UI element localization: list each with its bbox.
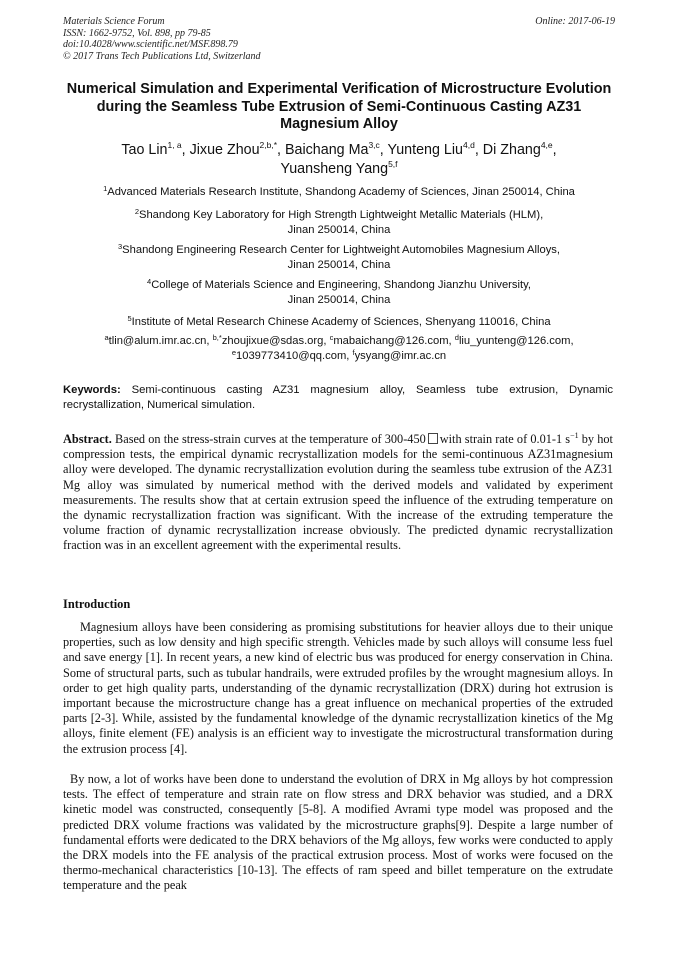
author: Baichang Ma$^{3,c}$, bbox=[285, 140, 388, 158]
section-heading-introduction: Introduction bbox=[63, 597, 131, 611]
email-list bbox=[60, 334, 618, 364]
abstract: Abstract. Based on the stress-strain curves at the temperature of 300-450 with strain rate of 0.01-1 $s^{-1}$ by hot compression tests, the empirical dynamic recrystallization models for the semi-continuous AZ31magnesium alloy were developed. The dynamic recrystallization evolution during the seamless tube extrusion of the AZ31 Mg alloy was simulated by numerical method with the derived models and validated by experiment measurements. The results show that at certain extrusion speed the influence of the extruding temperature on the dynamic recrystallization fraction was significant. With the increase of the extruding temperature the volume fraction of dynamic recrystallization increase obviously. The predicted dynamic recrystallization fraction was in an excellent agreement with the experimental results. bbox=[63, 431, 613, 553]
author: Di Zhang$^{4,e}$, bbox=[482, 140, 557, 158]
keywords bbox=[63, 383, 613, 413]
email[interactable]: $^e$1039773410@qq.com, bbox=[231, 348, 353, 362]
journal-header bbox=[63, 16, 261, 62]
intro-paragraph-1: Magnesium alloys have been considering as promising substitutions for heavier alloys due to their unique properties, such as low density and high specific strength. Vehicles made by such alloys will consume less fuel and save energy [1]. In recent years, a new kind of electric bus was produced for energy conservation in China. Some of structural parts, such as tubular handrails, were extruded profiles by the wrought magnesium alloys. In order to get high quality parts, understanding of the dynamic recrystallization (DRX) during hot extrusion is important because the microstructure change has a great influence on mechanical properties of the extruded parts [2-3]. While, assisted by the fundamental knowledge of the dynamic recrystallization kinetics of the Mg alloys, finite element (FE) analysis is an efficient way to investigate the microstructural transformation during the extrusion process [4]. bbox=[63, 620, 613, 756]
author: Yunteng Liu$^{4,d}$, bbox=[387, 140, 483, 158]
keywords-text: Semi-continuous casting AZ31 magnesium alloy, Seamless tube extrusion, Dynamic recrystallization, Numerical simulation. bbox=[63, 384, 613, 412]
affiliation-3: $^3$Shandong Engineering Research Center for Lightweight Automobiles Magnesium Alloys, Jinan 250014, China bbox=[118, 242, 560, 271]
issn-line: ISSN: 1662-9752, Vol. 898, pp 79-85 bbox=[63, 27, 211, 39]
email[interactable]: $^f$ysyang@imr.ac.cn bbox=[352, 348, 447, 362]
paper-title: Numerical Simulation and Experimental Verification of Microstructure Evolution during the Seamless Tube Extrusion of Semi-Continuous Casting AZ31 Magnesium Alloy bbox=[66, 81, 612, 132]
email[interactable]: $^a$tlin@alum.imr.ac.cn, bbox=[104, 333, 213, 347]
author: Yuansheng Yang$^{5,f}$ bbox=[280, 158, 398, 177]
author: Tao Lin$^{1, a}$, bbox=[121, 140, 190, 158]
email[interactable]: $^c$mabaichang@126.com, bbox=[329, 333, 455, 347]
intro-paragraph-2: By now, a lot of works have been done to understand the evolution of DRX in Mg alloys by hot compression tests. The effect of temperature and strain rate on flow stress and DRX behavior was studied, and a DRX kinetic model was constructed, consequently [5-8]. A modified Avrami type model was proposed and the predicted DRX volume fractions was validated by the microstructure graphs[9]. Despite a large number of fundamental efforts were dedicated to the DRX behaviors of the Mg alloys, few works were conducted to apply the DRX models into the FE analysis of the practical extrusion process. Most of works were focused on the thermo-mechanical characteristics [10-13]. The effects of ram speed and billet temperature on the extrudate temperature and the peak bbox=[63, 772, 613, 893]
email[interactable]: $^{b,*}$zhoujixue@sdas.org, bbox=[212, 333, 330, 347]
affiliation-4: $^4$College of Materials Science and Engineering, Shandong Jianzhu University, Jinan 250014, China bbox=[147, 277, 531, 306]
author: Jixue Zhou$^{2,b,*}$, bbox=[189, 140, 285, 158]
affiliation-2: $^2$Shandong Key Laboratory for High Strength Lightweight Metallic Materials (HLM), Jinan 250014, China bbox=[134, 207, 544, 236]
abstract-label: Abstract. bbox=[63, 432, 112, 446]
online-date: Online: 2017-06-19 bbox=[535, 16, 615, 27]
affiliation-5: $^5$Institute of Metal Research Chinese Academy of Sciences, Shenyang 110016, China bbox=[127, 314, 551, 328]
email[interactable]: $^d$liu_yunteng@126.com, bbox=[454, 333, 574, 347]
affiliation-1: $^1$Advanced Materials Research Institute, Shandong Academy of Sciences, Jinan 250014, China bbox=[103, 184, 575, 198]
keywords-label: Keywords: bbox=[63, 384, 121, 396]
journal-name: Materials Science Forum bbox=[63, 16, 165, 27]
doi-line[interactable]: doi:10.4028/www.scientific.net/MSF.898.79 bbox=[63, 39, 238, 51]
copyright-line: © 2017 Trans Tech Publications Ltd, Switzerland bbox=[63, 50, 261, 62]
author-list bbox=[60, 141, 618, 178]
degree-symbol-icon bbox=[428, 433, 438, 444]
